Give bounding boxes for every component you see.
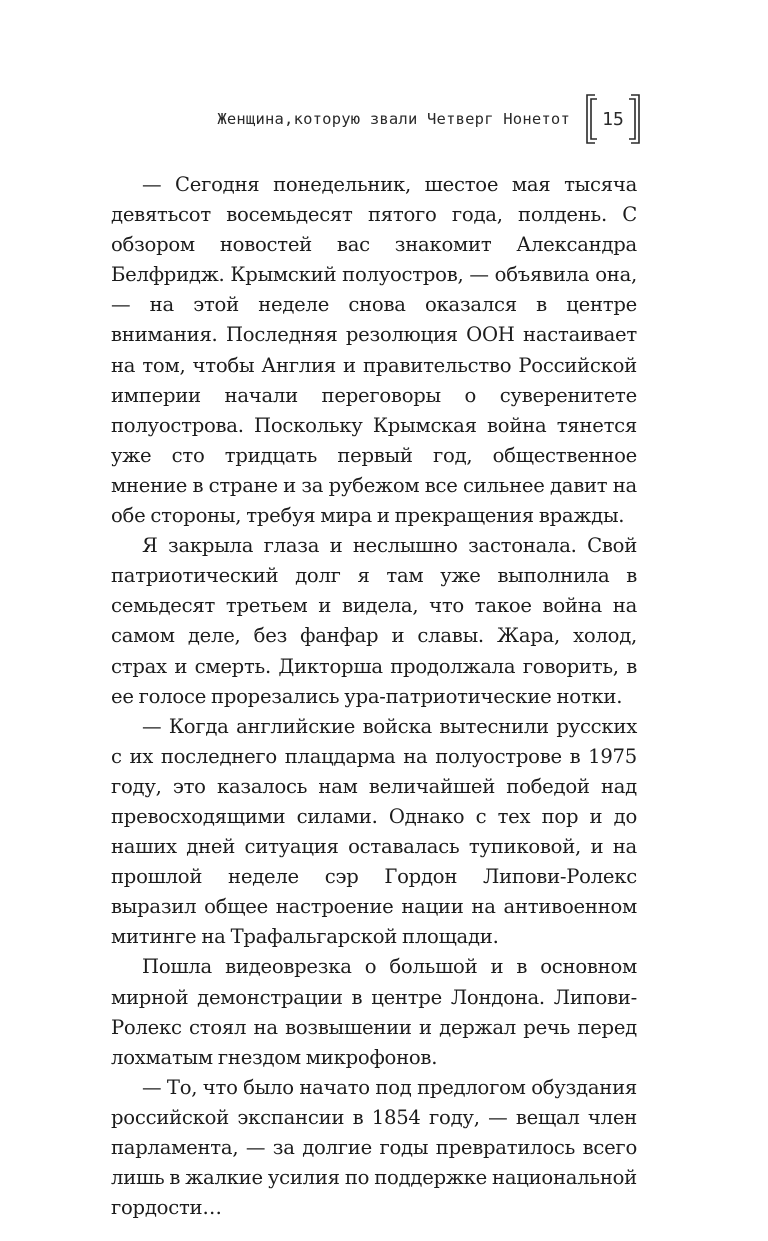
paragraph: — То, что было начато под предлогом обуздания российской экспансии в 1854 году, — вещал член парламента, — за долгие годы превратилось всего лишь в жалкие усилия по поддержке национальной гордости… — [111, 1075, 637, 1220]
paragraph: — Когда английские войска вытеснили русских с их последнего плацдарма на полуострове в 1975 году, это казалось нам величайшей победой над превосходящими силами. Однако с тех пор и до наших дней ситуация оставалась тупиковой, и на прошлой неделе сэр Гордон Липови-Ролекс выразил общее настроение нации на антивоенном митинге на Трафальгарской площади. — [111, 714, 637, 949]
running-title: Женщина,которую звали Четверг Нонетот — [217, 110, 570, 128]
page-number: 15 — [602, 108, 624, 130]
paragraph: Я закрыла глаза и неслышно застонала. Свой патриотический долг я там уже выполнила в семьдесят третьем и видела, что такое война на самом деле, без фанфар и славы. Жара, холод, страх и смерть. Дикторша продолжала говорить, в ее голосе прорезались ура-патриотические нотки. — [111, 534, 637, 708]
paragraph: Пошла видеоврезка о большой и в основном мирной демонстрации в центре Лондона. Липови-Ролекс стоял на возвышении и держал речь перед лохматым гнездом микрофонов. — [111, 955, 637, 1069]
page-number-frame — [584, 92, 642, 146]
paragraph: — Сегодня понедельник, шестое мая тысяча девятьсот восемьдесят пятого года, полдень. С обзором новостей вас знакомит Александра Белфридж. Крымский полуостров, — объявила она, — на этой неделе снова оказался в центре внимания. Последняя резолюция ООН настаивает на том, чтобы Англия и правительство Российской империи начали переговоры о суверенитете полуострова. Поскольку Крымская война тянется уже сто тридцать первый год, общественное мнение в стране и за рубежом все сильнее давит на обе стороны, требуя мира и прекращения вражды. — [111, 173, 637, 528]
body-text — [111, 170, 637, 1223]
running-header — [217, 92, 642, 146]
